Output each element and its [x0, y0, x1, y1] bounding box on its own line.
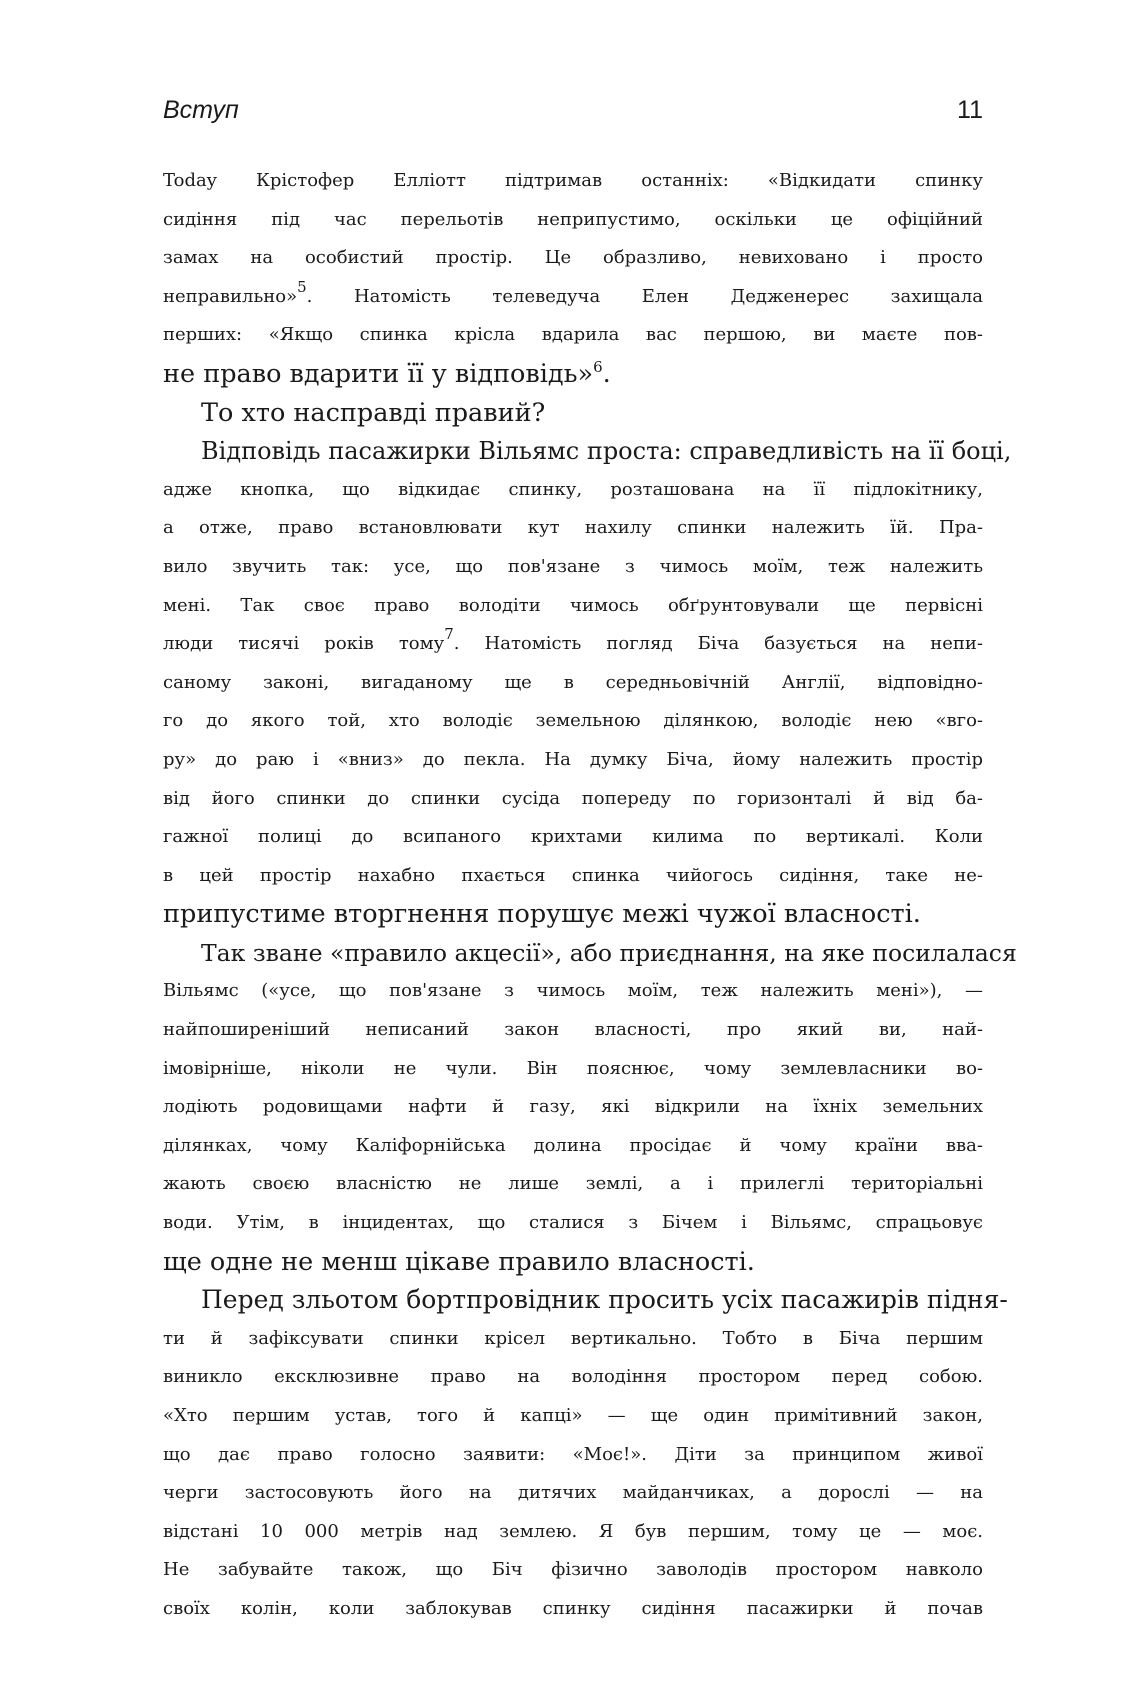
text-line: гажної полиці до всипаного крихтами килима по вертикалі. Коли: [163, 826, 983, 848]
text-line: черги застосовують його на дитячих майданчиках, а дорослі — на: [163, 1482, 983, 1504]
body-text: [163, 162, 1017, 1629]
text-segment: .: [602, 358, 611, 389]
section-title: Вступ: [163, 96, 239, 124]
text-line: а отже, право встановлювати кут нахилу спинки належить їй. Пра-: [163, 517, 983, 539]
text-line: мені. Так своє право володіти чимось обґрунтовували ще первісні: [163, 594, 983, 616]
text-line: [163, 355, 983, 394]
text-line: Вільямс («усе, що пов'язане з чимось моїм, теж належить мені»), —: [163, 980, 983, 1002]
text-line: Today Крістофер Еллiотт підтримав останніх: «Відкидати спинку: [163, 170, 983, 191]
text-line: води. Утім, в інцидентах, що сталися з Бічем і Вільямс, спрацьовує: [163, 1212, 983, 1234]
text-line: від його спинки до спинки сусіда попереду по горизонталі й від ба-: [163, 787, 983, 809]
text-line: «Хто першим устав, того й капці» — ще один примітивний закон,: [163, 1405, 983, 1426]
text-segment: неправильно»: [163, 285, 298, 307]
text-line: То хто насправді правий?: [201, 397, 546, 428]
text-line: припустиме вторгнення порушує межі чужої власності.: [163, 899, 921, 930]
text-line: ти й зафіксувати спинки крісел вертикально. Тобто в Біча першим: [163, 1327, 983, 1349]
text-line: саному законі, вигаданому ще в середньовічній Англії, відповідно-: [163, 671, 983, 693]
text-line: сидіння під час перельотів неприпустимо, оскільки це офіційний: [163, 208, 983, 230]
text-line: [163, 278, 983, 317]
text-line: відстані 10 000 метрів над землею. Я був першим, тому це — моє.: [163, 1520, 983, 1542]
text-segment: . Натомість телеведуча Елен Дедженерес захищала: [306, 285, 983, 307]
text-line: Не забувайте також, що Біч фізично заволодів простором навколо: [163, 1559, 983, 1581]
text-line: в цей простір нахабно пхається спинка чийогось сидіння, таке не-: [163, 864, 983, 886]
text-line: жають своєю власністю не лише землі, а і прилеглі територіальні: [163, 1173, 983, 1195]
running-head: [163, 96, 983, 130]
text-line: імовірніше, ніколи не чули. Він пояснює, чому землевласники во-: [163, 1057, 983, 1079]
text-line: адже кнопка, що відкидає спинку, розташована на її підлокітнику,: [163, 478, 983, 500]
text-segment: не право вдарити її у відповідь»: [163, 358, 594, 389]
text-line: Відповідь пасажирки Вільямс проста: справедливість на її боці,: [201, 437, 1012, 466]
footnote-ref-5: 5: [297, 277, 307, 296]
text-line: перших: «Якщо спинка крісла вдарила вас першою, ви маєте пов-: [163, 324, 983, 346]
text-line: замах на особистий простір. Це образливо, невиховано і просто: [163, 247, 983, 269]
text-line: Так зване «правило акцесії», або приєднання, на яке посилалася: [201, 938, 1017, 967]
text-segment: . Натомість погляд Біча базується на непи-: [453, 633, 983, 655]
footnote-ref-6: 6: [593, 357, 603, 376]
text-line: вило звучить так: усе, що пов'язане з чимось моїм, теж належить: [163, 555, 983, 577]
text-line: виникло ексклюзивне право на володіння простором перед собою.: [163, 1366, 983, 1388]
text-line: Перед зльотом бортпровідник просить усіх пасажирів підня-: [201, 1285, 1008, 1315]
text-line: що дає право голосно заявити: «Моє!». Діти за принципом живої: [163, 1443, 983, 1465]
text-line: го до якого той, хто володіє земельною ділянкою, володіє нею «вго-: [163, 710, 983, 732]
text-line: ру» до раю і «вниз» до пекла. На думку Біча, йому належить простір: [163, 748, 983, 770]
text-line: [163, 625, 983, 664]
text-segment: люди тисячі років тому: [163, 633, 445, 655]
text-line: ще одне не менш цікаве правило власності.: [163, 1246, 755, 1277]
page-number: 11: [957, 96, 983, 124]
text-line: своїх колін, коли заблокував спинку сидіння пасажирки й почав: [163, 1597, 983, 1619]
footnote-ref-7: 7: [444, 625, 454, 644]
text-line: ділянках, чому Каліфорнійська долина просідає й чому країни вва-: [163, 1134, 983, 1156]
text-line: лодіють родовищами нафти й газу, які відкрили на їхніх земельних: [163, 1096, 983, 1118]
text-line: найпоширеніший неписаний закон власності, про який ви, най-: [163, 1019, 983, 1041]
